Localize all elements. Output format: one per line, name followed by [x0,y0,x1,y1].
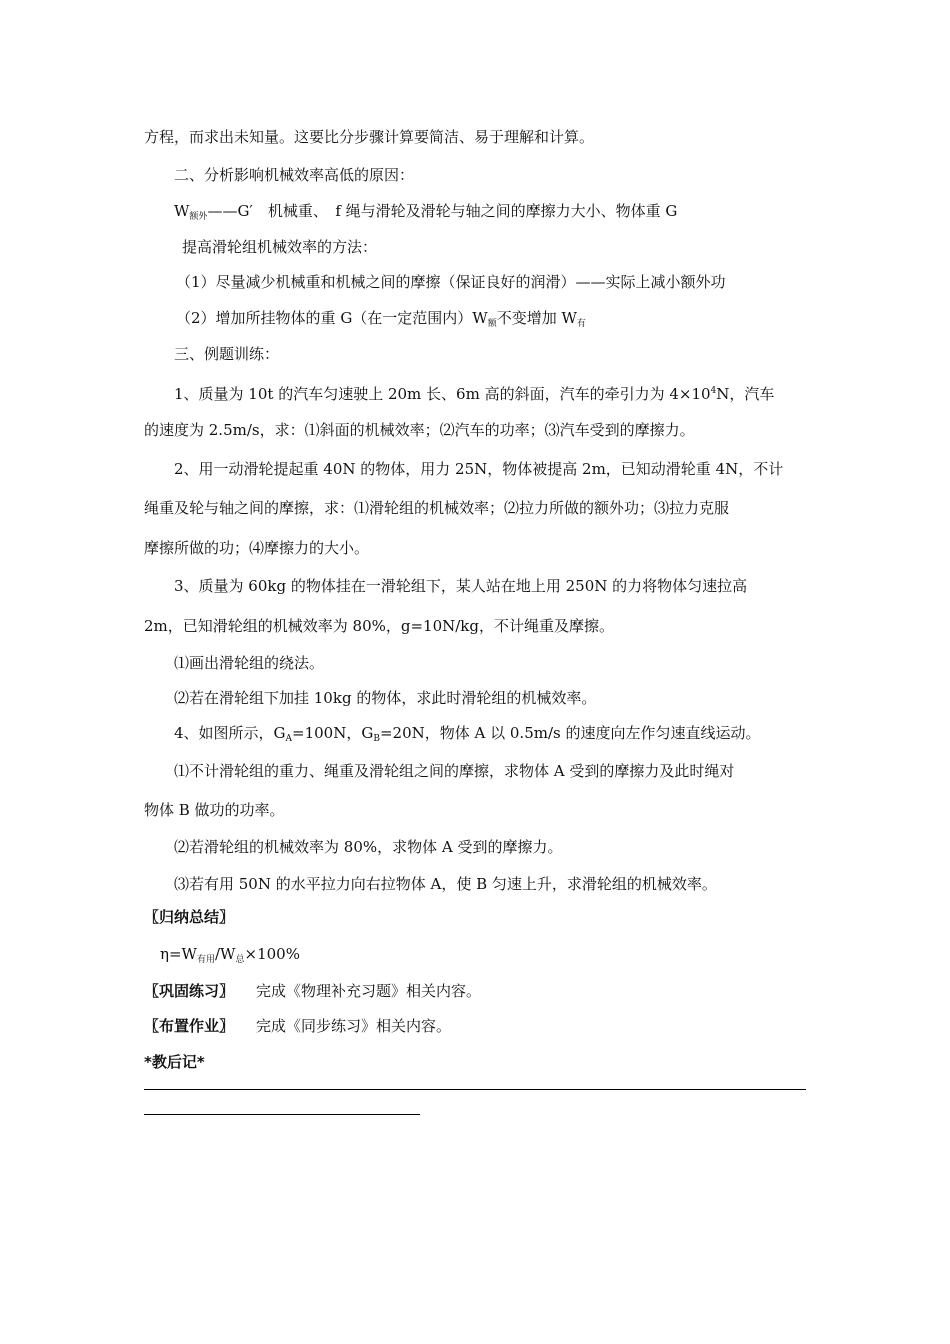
w-subscript-you: 有 [576,319,586,329]
example-four-q1-line1: ⑴不计滑轮组的重力、绳重及滑轮组之间的摩擦，求物体 A 受到的摩擦力及此时绳对 [174,762,735,780]
example-two-line3: 摩擦所做的功；⑷摩擦力的大小。 [144,539,370,557]
homework-heading: 〖布置作业〗 [144,1017,235,1035]
practice-text: 完成《物理补充习题》相关内容。 [256,982,482,1000]
improve-methods-heading: 提高滑轮组机械效率的方法： [182,238,378,256]
method-two [176,308,838,334]
notes-heading: *教后记* [144,1053,205,1071]
example-four-q3: ⑶若有用 50N 的水平拉力向右拉物体 A，使 B 匀速上升，求滑轮组的机械效率。 [174,875,717,893]
example-three-q2: ⑵若在滑轮组下加挂 10kg 的物体，求此时滑轮组的机械效率。 [174,689,597,707]
example-three-line1: 3、质量为 60kg 的物体挂在一滑轮组下，某人站在地上用 250N 的力将物体匀速拉高 [174,577,748,595]
example-three-q1: ⑴画出滑轮组的绕法。 [174,654,325,672]
formula-sub-useful: 有用 [196,955,215,965]
example-four-c: =20N，物体 A 以 0.5m/s 的速度向左作匀速直线运动。 [379,724,761,742]
formula-c: ×100% [244,945,300,963]
notes-line-2 [144,1114,420,1115]
example-four-line1 [174,723,836,749]
example-one-line1 [174,381,836,404]
example-three-line2: 2m，已知滑轮组的机械效率为 80%，g=10N/kg，不计绳重及摩擦。 [144,617,615,635]
notes-line-1 [144,1089,806,1090]
method-two-b: 不变增加 W [496,309,577,327]
section-three-heading: 三、例题训练： [174,345,280,363]
example-four-a: 4、如图所示，G [174,724,286,742]
homework-text: 完成《同步练习》相关内容。 [256,1017,452,1035]
w-symbol: W [174,202,190,220]
example-one-text-a: 1、质量为 10t 的汽车匀速驶上 20m 长、6m 高的斜面，汽车的牵引力为 4×10 [174,385,711,403]
method-one: （1）尽量减少机械重和机械之间的摩擦（保证良好的润滑）——实际上减小额外功 [176,273,726,291]
paragraph-continuation: 方程，而求出未知量。这要比分步骤计算要简洁、易于理解和计算。 [144,128,595,146]
example-four-b: =100N，G [292,724,374,742]
formula-sub-total: 总 [235,955,245,965]
subscript-a: A [285,734,293,744]
example-two-line2: 绳重及轮与轴之间的摩擦，求：⑴滑轮组的机械效率；⑵拉力所做的额外功；⑶拉力克服 [144,499,730,517]
formula-b: /W [215,945,236,963]
exponent: 4 [710,386,717,396]
practice-row [144,981,806,1001]
example-one-line2: 的速度为 2.5m/s，求：⑴斜面的机械效率；⑵汽车的功率；⑶汽车受到的摩擦力。 [144,421,695,439]
subscript-b: B [373,734,380,744]
factors-text: ——G′ 机械重、 f 绳与滑轮及滑轮与轴之间的摩擦力大小、物体重 G [207,202,678,220]
method-two-a: （2）增加所挂物体的重 G（在一定范围内）W [176,309,488,327]
w-subscript-extra: 额外 [189,212,208,222]
formula-a: η=W [160,945,197,963]
extra-work-factors [174,201,836,227]
example-two-line1: 2、用一动滑轮提起重 40N 的物体，用力 25N，物体被提高 2m，已知动滑轮重 4N，不计 [174,460,784,478]
summary-heading: 〖归纳总结〗 [144,908,235,926]
example-four-q2: ⑵若滑轮组的机械效率为 80%，求物体 A 受到的摩擦力。 [174,838,563,856]
example-one-text-b: N，汽车 [716,385,775,403]
homework-row [144,1016,806,1036]
example-four-q1-line2: 物体 B 做功的功率。 [144,801,285,819]
practice-heading: 〖巩固练习〗 [144,982,235,1000]
section-two-heading: 二、分析影响机械效率高低的原因： [174,166,415,184]
efficiency-formula [160,944,822,970]
w-subscript-e: 额 [487,319,497,329]
